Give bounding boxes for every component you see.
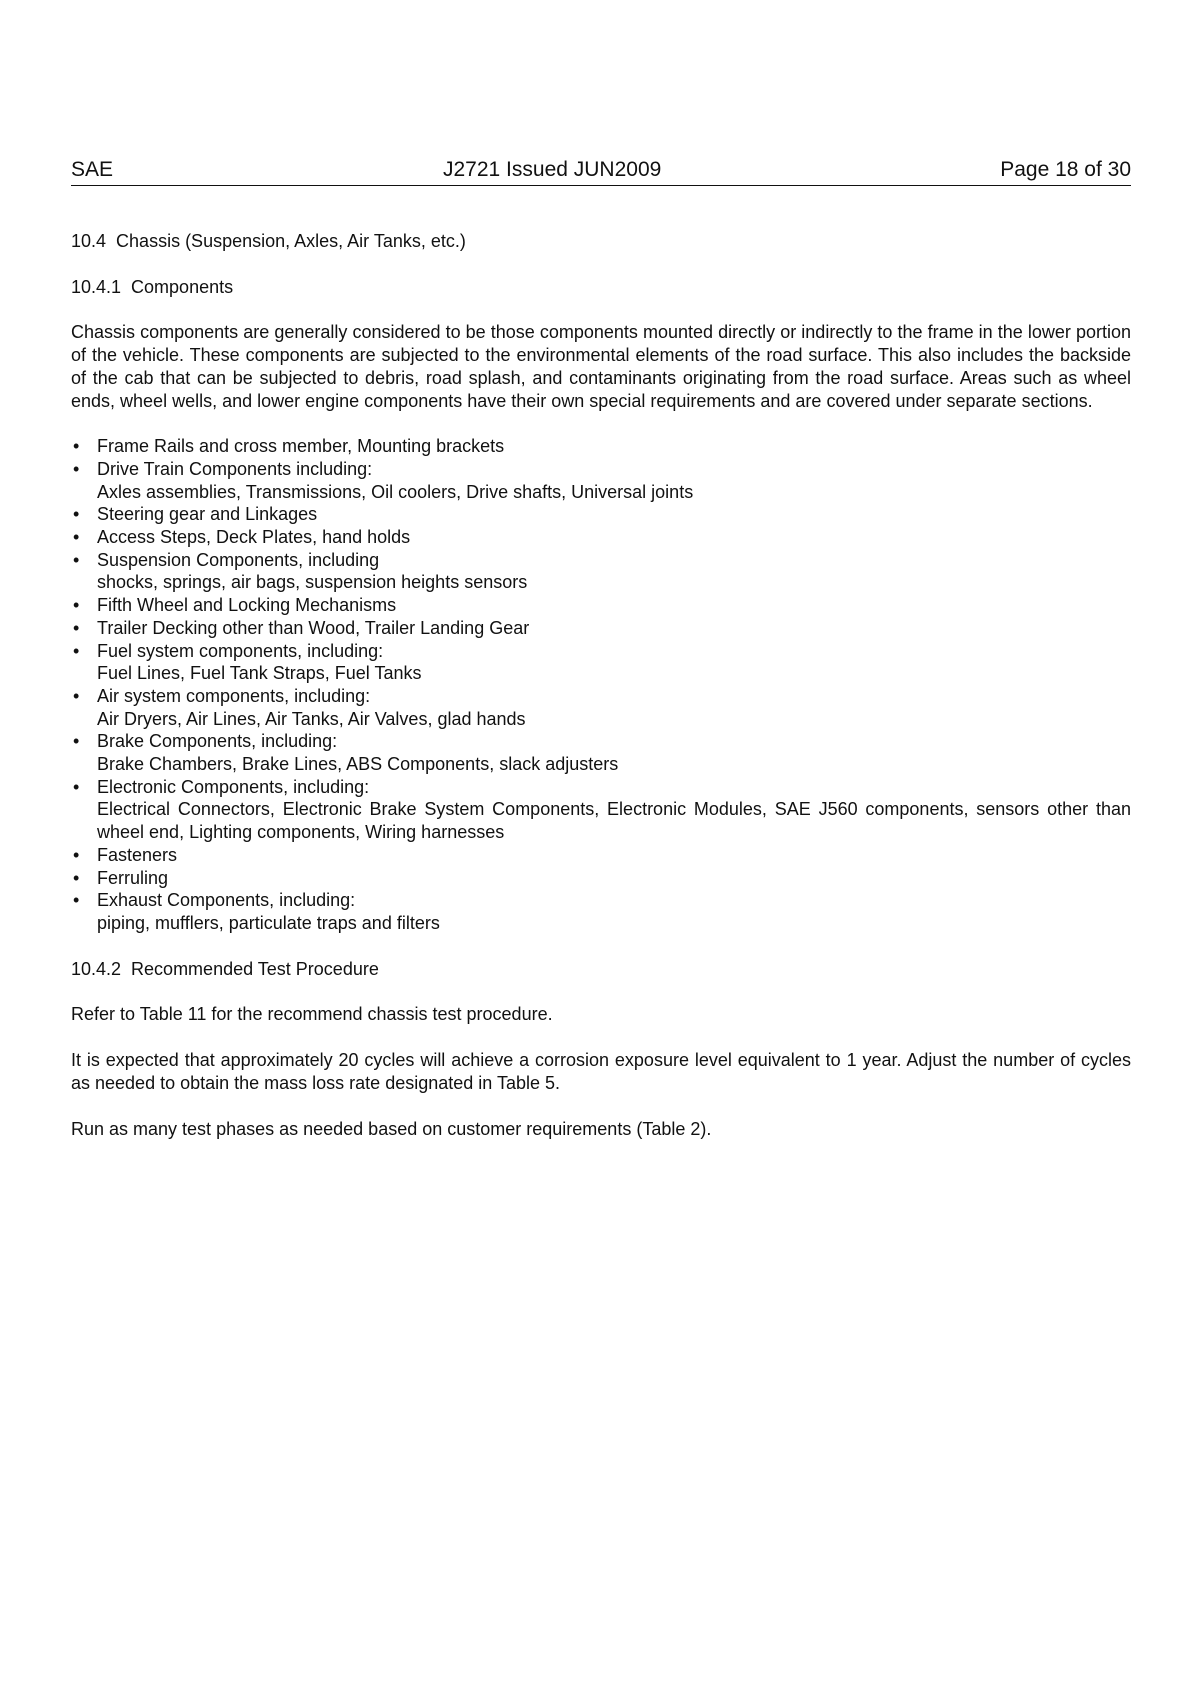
subsection-title: Components [131,276,234,297]
header-organization: SAE [71,158,114,181]
header-page-number: Page 18 of 30 [1000,158,1131,181]
list-item-text: Access Steps, Deck Plates, hand holds [97,527,411,548]
list-item-detail: Electrical Connectors, Electronic Brake System Components, Electronic Modules, SAE J560 components, sensors other than wheel end, Lighting components, Wiring harnesses [97,799,1131,843]
list-item-detail: piping, mufflers, particulate traps and filters [97,912,440,933]
section-number: 10.4 [71,231,107,251]
paragraph-cycles: It is expected that approximately 20 cycles will achieve a corrosion exposure level equivalent to 1 year. Adjust the number of cycles as needed to obtain the mass loss rate designated in Table 5. [71,1050,1131,1093]
header-document-id: J2721 Issued JUN2009 [443,158,662,181]
bullet-icon: • [73,458,80,479]
list-item-text: Frame Rails and cross member, Mounting brackets [97,436,505,457]
list-item-detail: Air Dryers, Air Lines, Air Tanks, Air Valves, glad hands [97,708,526,729]
list-item-detail: Fuel Lines, Fuel Tank Straps, Fuel Tanks [97,663,422,684]
bullet-icon: • [73,640,80,661]
list-item [71,549,1131,594]
list-item-text: Fasteners [97,844,178,865]
list-item-text: Drive Train Components including: [97,458,373,479]
bullet-icon: • [73,685,80,706]
intro-paragraph: Chassis components are generally considered to be those components mounted directly or indirectly to the frame in the lower portion of the vehicle. These components are subjected to the environmental elements of the road surface. This also includes the backside of the cab that can be subjected to debris, road splash, and contaminants originating from the road surface. Areas such as wheel ends, wheel wells, and lower engine components have their own special requirements and are covered under separate sections. [71,322,1131,411]
subsection-number: 10.4.1 [71,276,122,297]
bullet-icon: • [73,549,80,570]
bullet-icon: • [73,504,80,525]
page-header [71,157,1131,186]
section-heading [71,230,1131,253]
list-item [71,867,1131,890]
bullet-icon: • [73,436,80,457]
list-item [71,458,1131,503]
component-list [71,435,1131,934]
paragraph-table-reference: Refer to Table 11 for the recommend chassis test procedure. [71,1004,553,1025]
list-item [71,889,1131,934]
list-item-detail: shocks, springs, air bags, suspension heights sensors [97,572,528,593]
subsection-number: 10.4.2 [71,958,122,979]
list-item [71,503,1131,526]
list-item [71,617,1131,640]
bullet-icon: • [73,844,80,865]
bullet-icon: • [73,595,80,616]
bullet-icon: • [73,867,80,888]
list-item-text: Brake Components, including: [97,731,338,752]
list-item [71,594,1131,617]
list-item-text: Electronic Components, including: [97,776,370,797]
list-item [71,435,1131,458]
list-item [71,526,1131,549]
bullet-icon: • [73,527,80,548]
bullet-icon: • [73,776,80,797]
list-item-detail: Axles assemblies, Transmissions, Oil coolers, Drive shafts, Universal joints [97,481,694,502]
list-item [71,640,1131,685]
list-item [71,844,1131,867]
list-item [71,776,1131,844]
subsection-heading-components [71,276,1131,299]
bullet-icon: • [73,890,80,911]
section-title: Chassis (Suspension, Axles, Air Tanks, etc.) [116,231,466,251]
list-item-text: Air system components, including: [97,685,371,706]
list-item-text: Steering gear and Linkages [97,504,318,525]
list-item [71,685,1131,730]
subsection-heading-test-procedure [71,958,1131,981]
list-item-text: Fifth Wheel and Locking Mechanisms [97,595,397,616]
paragraph-test-phases: Run as many test phases as needed based on customer requirements (Table 2). [71,1118,712,1139]
list-item [71,730,1131,775]
list-item-text: Suspension Components, including [97,549,380,570]
bullet-icon: • [73,617,80,638]
list-item-text: Exhaust Components, including: [97,890,356,911]
list-item-text: Trailer Decking other than Wood, Trailer Landing Gear [97,617,530,638]
list-item-text: Fuel system components, including: [97,640,384,661]
list-item-text: Ferruling [97,867,169,888]
subsection-title: Recommended Test Procedure [131,958,379,979]
document-body [71,230,1131,1163]
list-item-detail: Brake Chambers, Brake Lines, ABS Components, slack adjusters [97,754,619,775]
bullet-icon: • [73,731,80,752]
